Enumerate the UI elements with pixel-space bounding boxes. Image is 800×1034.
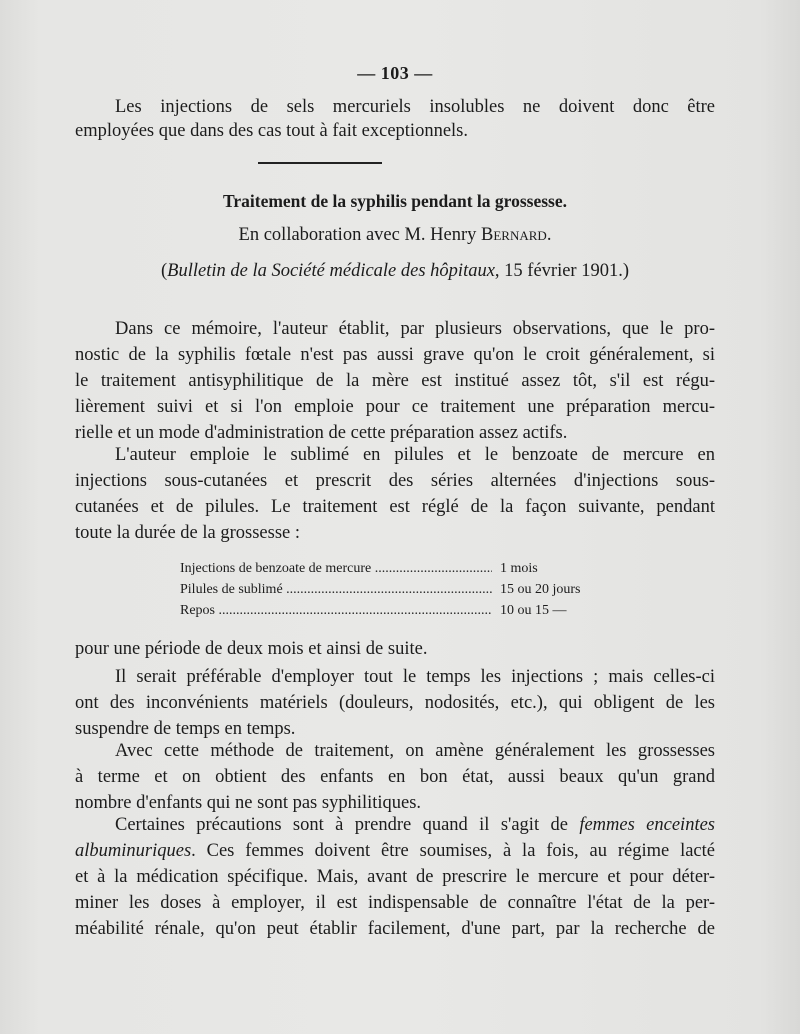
section-title: Traitement de la syphilis pendant la grossesse. [222, 191, 568, 211]
schedule-row [180, 579, 620, 600]
p6-text: Certaines précautions sont à prendre quand il s'agit de [115, 815, 580, 835]
p2-line: cutanées et de pilules. Le traitement est réglé de la façon suivante, pendant [75, 497, 715, 517]
source-journal: Bulletin de la Société médicale des hôpitaux [167, 261, 495, 281]
p2-line: toute la durée de la grossesse : [75, 523, 301, 543]
p1-line: lièrement suivi et si l'on emploie pour ce traitement une préparation mercu- [75, 397, 715, 417]
source-date: , 15 février 1901.) [494, 261, 630, 281]
p6-line: miner les doses à employer, il est indispensable de connaître l'état de la per- [75, 893, 715, 913]
schedule-duration: 10 ou 15 — [500, 603, 567, 618]
p2-line: L'auteur emploie le sublimé en pilules et le benzoate de mercure en [115, 445, 715, 465]
p1-line: nostic de la syphilis fœtale n'est pas aussi grave qu'on le croit généralement, si [75, 345, 715, 365]
opening-line-1: Les injections de sels mercuriels insolubles ne doivent donc être [115, 97, 715, 117]
p6-italic-term: albuminuriques [75, 841, 192, 861]
collaboration-line [75, 222, 715, 248]
p1-line: le traitement antisyphilitique de la mère est institué assez tôt, s'il est régu- [75, 371, 715, 391]
collab-prefix: En collaboration avec M. Henry [238, 225, 482, 245]
p5-line: Avec cette méthode de traitement, on amène généralement les grossesses [115, 741, 715, 761]
p6-line: et à la médication spécifique. Mais, avant de prescrire le mercure et pour déter- [75, 867, 715, 887]
opening-line-2: employées que dans des cas tout à fait exceptionnels. [75, 121, 468, 141]
source-citation [75, 258, 715, 284]
collab-suffix: . [546, 225, 552, 245]
collab-name: Bernard [481, 225, 547, 245]
schedule-label: Pilules de sublimé ..... [180, 579, 492, 600]
schedule-duration: 1 mois [500, 561, 538, 576]
schedule-label: Repos ..... [180, 600, 492, 621]
p6-line [75, 812, 715, 838]
schedule-row [180, 558, 620, 579]
treatment-schedule [180, 558, 620, 621]
p6-line [75, 838, 715, 864]
p3-line: pour une période de deux mois et ainsi de suite. [75, 639, 428, 659]
page-number: — 103 — [357, 63, 433, 83]
schedule-row [180, 600, 620, 621]
section-divider [258, 162, 382, 164]
p6-text: . Ces femmes doivent être soumises, à la fois, au régime lacté [191, 841, 715, 861]
p1-line: rielle et un mode d'administration de cette préparation assez actifs. [75, 423, 568, 443]
p5-line: à terme et on obtient des enfants en bon état, aussi beaux qu'un grand [75, 767, 715, 787]
schedule-duration: 15 ou 20 jours [500, 582, 581, 597]
p4-line: suspendre de temps en temps. [75, 719, 296, 739]
p5-line: nombre d'enfants qui ne sont pas syphilitiques. [75, 793, 422, 813]
p6-line: méabilité rénale, qu'on peut établir facilement, d'une part, par la recherche de [75, 919, 715, 939]
p2-line: injections sous-cutanées et prescrit des séries alternées d'injections sous- [75, 471, 715, 491]
schedule-label: Injections de benzoate de mercure ..... [180, 558, 492, 579]
p1-line: Dans ce mémoire, l'auteur établit, par plusieurs observations, que le pro- [115, 319, 715, 339]
p4-line: Il serait préférable d'employer tout le temps les injections ; mais celles-ci [115, 667, 715, 687]
source-open: ( [160, 261, 168, 281]
p6-italic-term: femmes enceintes [579, 815, 715, 835]
p4-line: ont des inconvénients matériels (douleurs, nodosités, etc.), qui obligent de les [75, 693, 715, 713]
